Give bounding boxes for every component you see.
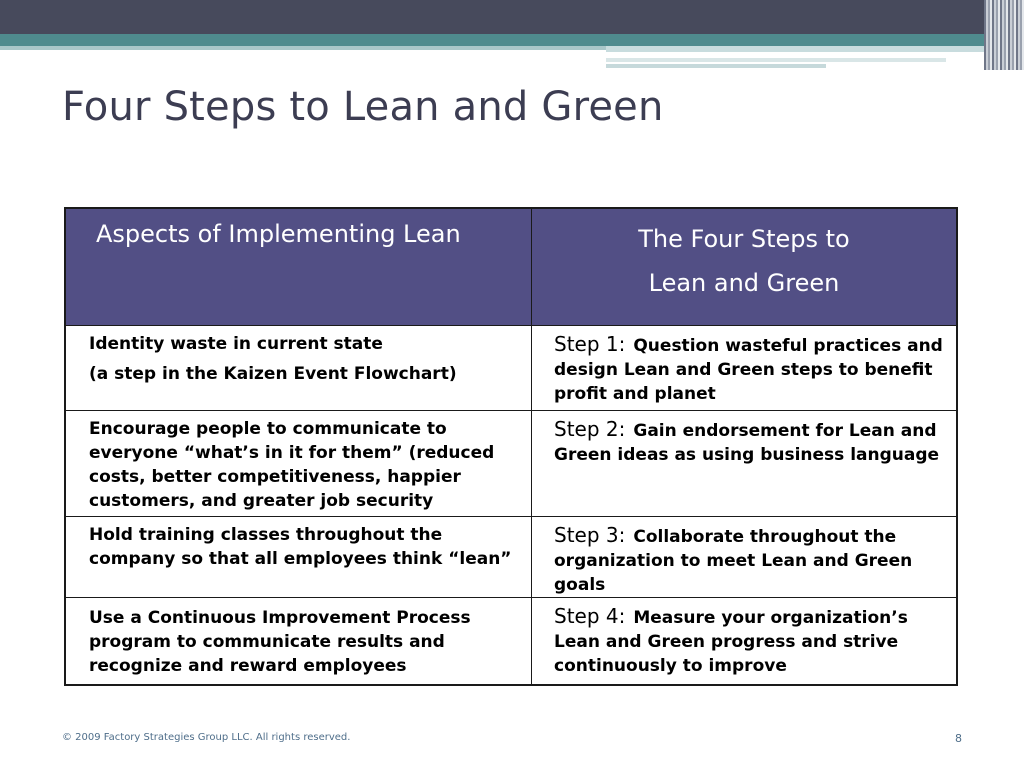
table-header-row — [65, 208, 957, 326]
aspect-note: (a step in the Kaizen Event Flowchart) — [89, 364, 457, 384]
table-row — [65, 326, 957, 411]
aspect-cell — [65, 326, 532, 411]
decorative-stripes — [984, 0, 1024, 70]
page-number: 8 — [955, 732, 962, 745]
header-four-steps — [532, 208, 958, 326]
step-cell — [532, 598, 958, 686]
top-band-light — [606, 46, 1000, 52]
aspect-text: Identity waste in current state — [89, 334, 383, 354]
header-four-steps-line1: The Four Steps to — [638, 225, 850, 253]
header-four-steps-line2: Lean and Green — [648, 269, 840, 297]
top-band-light — [606, 58, 946, 62]
aspect-cell — [65, 411, 532, 517]
step-text: Measure your organization’s Lean and Green progress and strive continuously to improve — [554, 608, 908, 676]
slide-title: Four Steps to Lean and Green — [62, 84, 664, 130]
aspect-text: Use a Continuous Improvement Process program to communicate results and recognize and reward employees — [89, 608, 471, 676]
aspect-cell — [65, 598, 532, 686]
table-row — [65, 411, 957, 517]
step-text: Question wasteful practices and design Lean and Green steps to benefit profit and planet — [554, 336, 943, 404]
step-label: Step 3: — [554, 523, 626, 547]
step-label: Step 2: — [554, 417, 626, 441]
step-cell — [532, 517, 958, 598]
header-aspects-label: Aspects of Implementing Lean — [96, 220, 461, 248]
aspect-cell — [65, 517, 532, 598]
top-band-dark — [0, 0, 1024, 34]
step-text: Collaborate throughout the organization to meet Lean and Green goals — [554, 527, 913, 595]
steps-table — [64, 207, 958, 686]
aspect-text: Hold training classes throughout the company so that all employees think “lean” — [89, 525, 512, 569]
table-row — [65, 598, 957, 686]
step-cell — [532, 326, 958, 411]
top-band-teal — [0, 34, 1024, 46]
top-band-light — [0, 46, 610, 50]
step-cell — [532, 411, 958, 517]
header-aspects — [65, 208, 532, 326]
aspect-text: Encourage people to communicate to everyone “what’s in it for them” (reduced costs, better competitiveness, happier customers, and greater job security — [89, 419, 495, 511]
step-text: Gain endorsement for Lean and Green ideas as using business language — [554, 421, 940, 465]
copyright-footer: © 2009 Factory Strategies Group LLC. All rights reserved. — [62, 732, 351, 743]
step-label: Step 1: — [554, 332, 626, 356]
step-label: Step 4: — [554, 604, 626, 628]
table-row — [65, 517, 957, 598]
top-band-light — [606, 64, 826, 68]
